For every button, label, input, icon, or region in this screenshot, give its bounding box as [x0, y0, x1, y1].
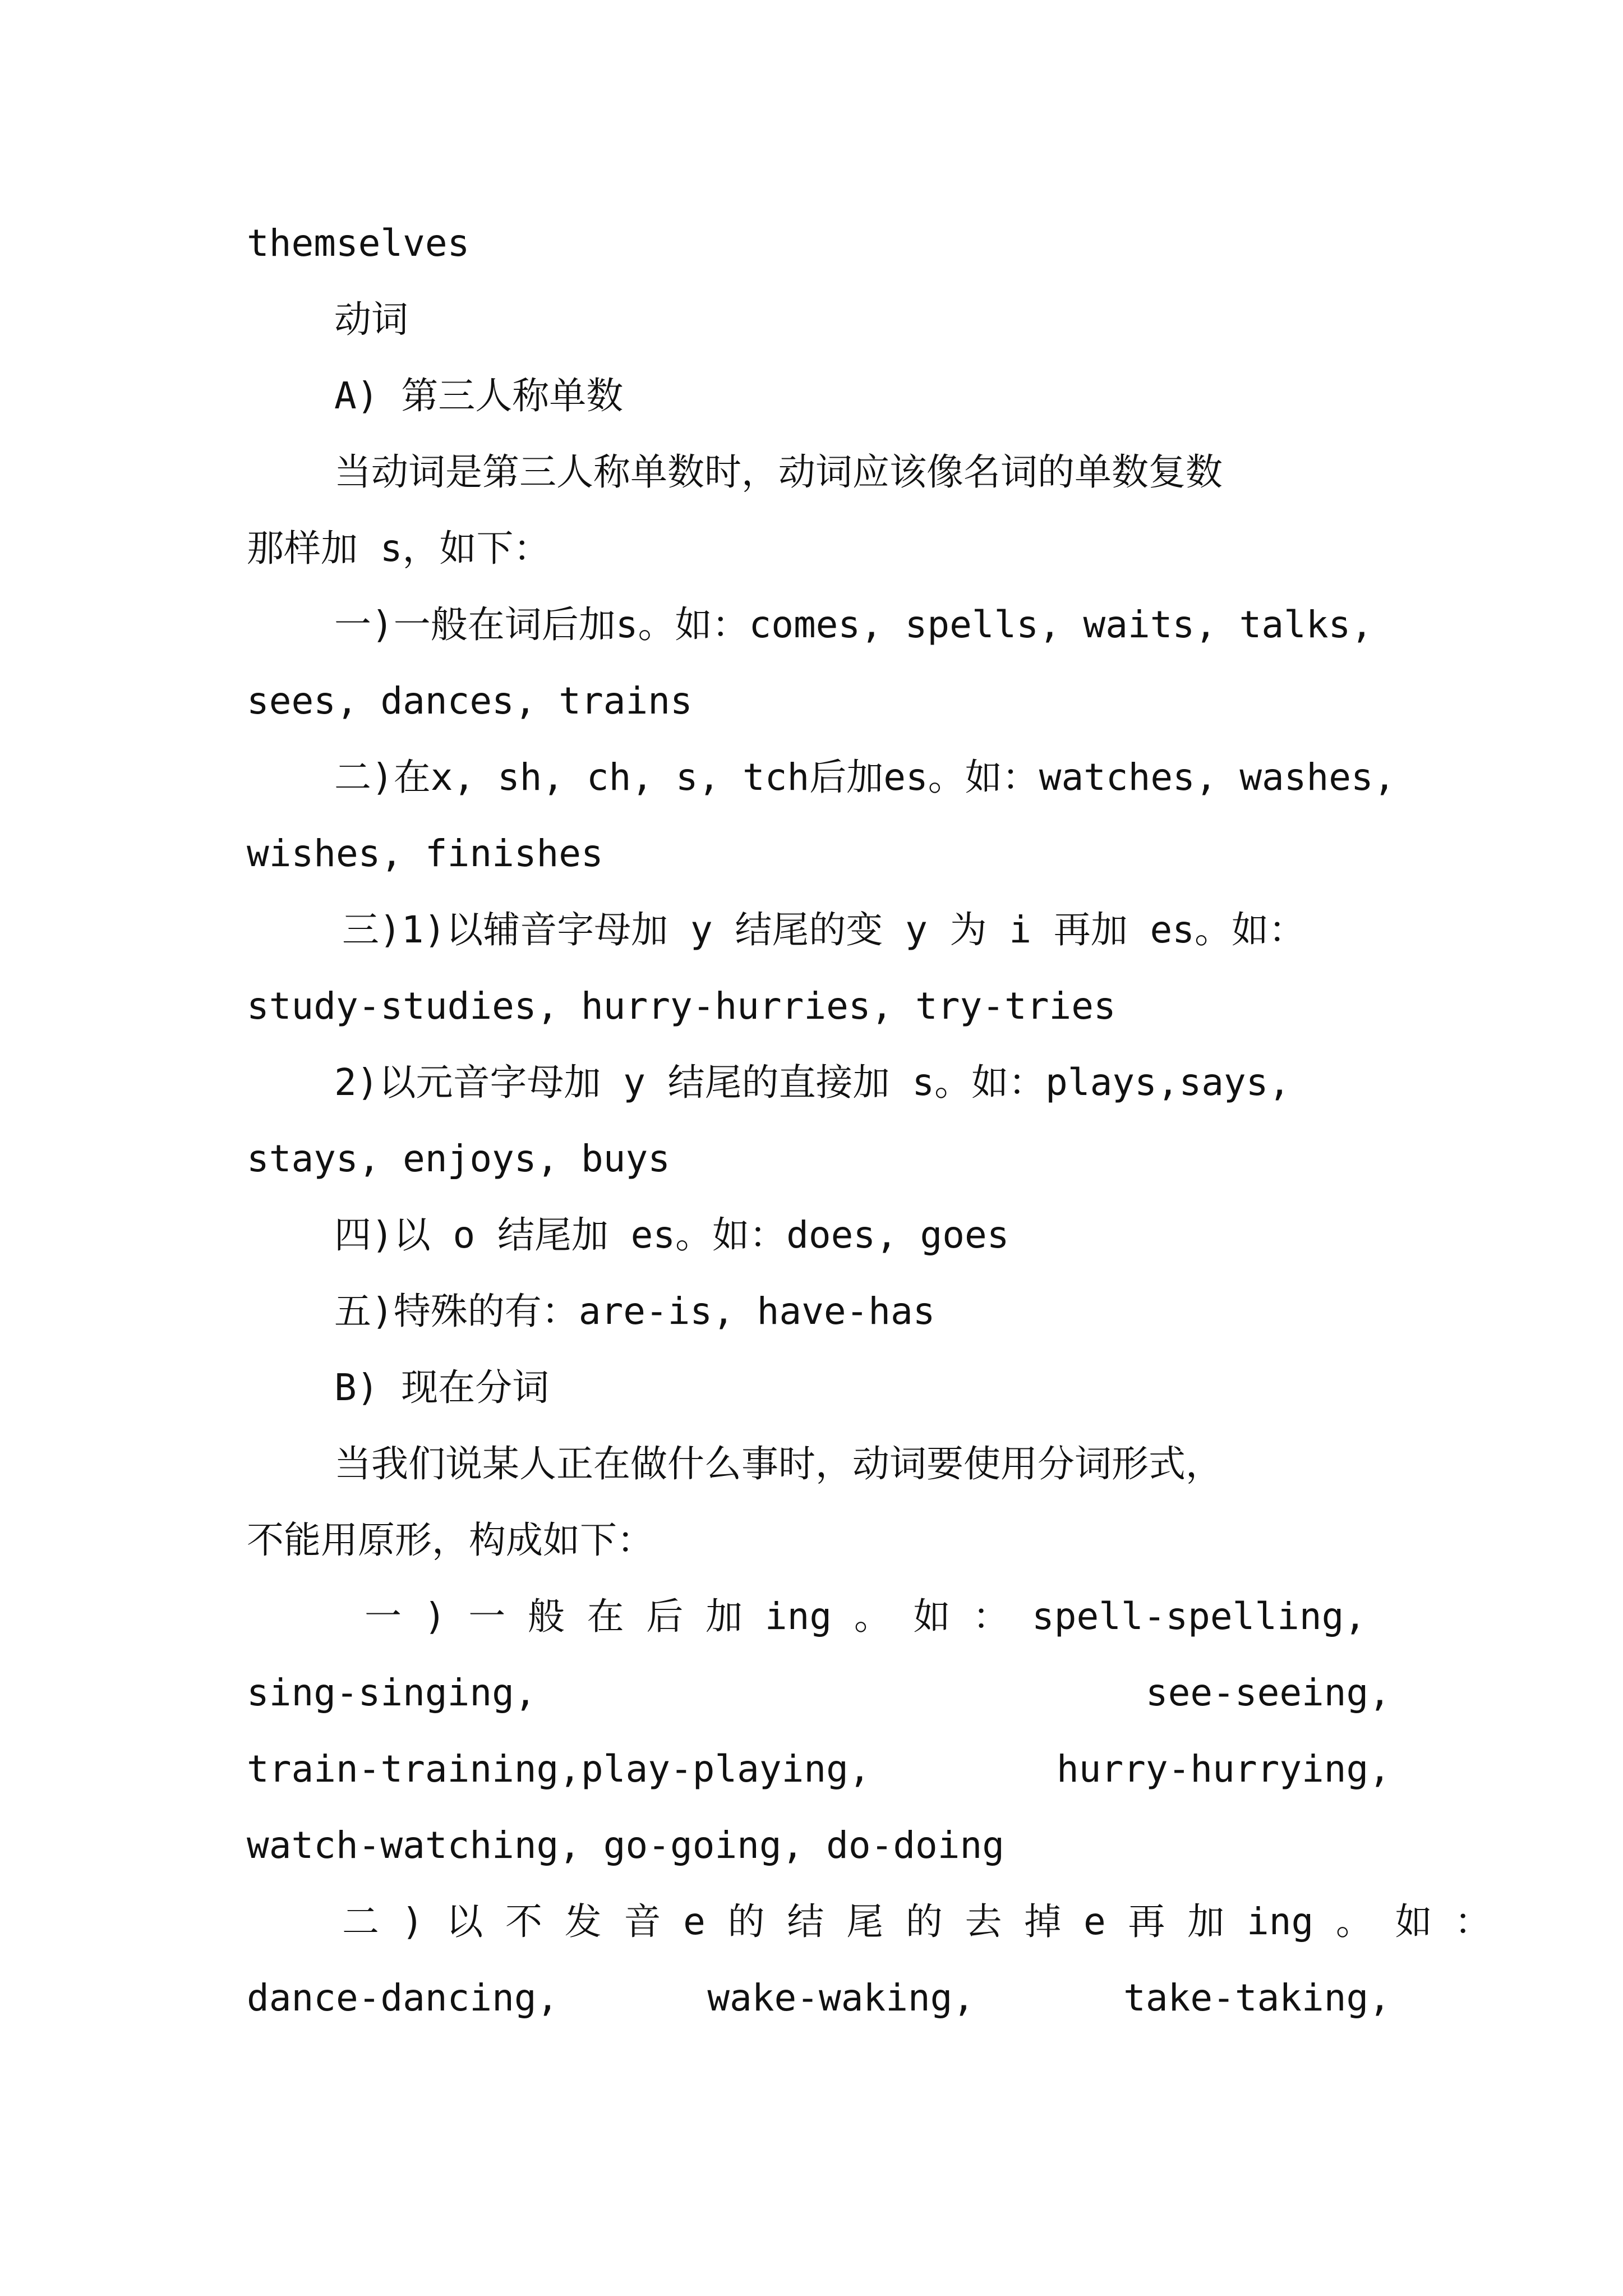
example-line	[247, 1666, 1391, 1720]
example-line: stays, enjoys, buys	[247, 1137, 670, 1180]
rule-line: 五)特殊的有：are-is, have-has	[334, 1290, 935, 1333]
rule-line: 四)以 o 结尾加 es。如：does, goes	[334, 1213, 1009, 1257]
example-line: watch-watching, go-going, do-doing	[247, 1824, 1005, 1867]
paragraph-line: 当动词是第三人称单数时，动词应该像名词的单数复数	[334, 450, 1223, 494]
example-line	[247, 1971, 1391, 2025]
rule-line: 2)以元音字母加 y 结尾的直接加 s。如：plays,says,	[334, 1061, 1291, 1104]
example-word: dance-dancing,	[247, 1976, 559, 2019]
rule-line: 一)一般在词后加s。如：comes, spells, waits, talks,	[334, 603, 1373, 646]
rule-line: 二)在x, sh, ch, s, tch后加es。如：watches, washes,	[334, 756, 1396, 799]
paragraph-line: 不能用原形，构成如下：	[247, 1519, 654, 1562]
example-word: sing-singing,	[247, 1671, 537, 1714]
subsection-heading: A) 第三人称单数	[334, 374, 624, 417]
subsection-heading: B) 现在分词	[334, 1366, 550, 1409]
example-line: sees, dances, trains	[247, 679, 693, 723]
section-heading: 动词	[334, 298, 408, 341]
paragraph-line: 那样加 s，如下：	[247, 527, 551, 570]
example-word: wake-waking,	[707, 1976, 975, 2019]
example-line: study-studies, hurry-hurries, try-tries	[247, 984, 1116, 1028]
rule-line: 一 ) 一 般 在 后 加 ing 。 如 ： spell-spelling,	[365, 1595, 1367, 1638]
rule-line: 三)1)以辅音字母加 y 结尾的变 y 为 i 再加 es。如：	[342, 908, 1306, 951]
text-line: themselves	[247, 222, 470, 265]
example-line	[247, 1742, 1391, 1796]
example-word: hurry-hurrying,	[1056, 1747, 1391, 1791]
example-word: take-taking,	[1123, 1976, 1391, 2019]
example-word: train-training,play-playing,	[247, 1747, 871, 1791]
example-line: wishes, finishes	[247, 832, 603, 875]
paragraph-line: 当我们说某人正在做什么事时，动词要使用分词形式，	[334, 1442, 1223, 1485]
rule-line: 二 ) 以 不 发 音 e 的 结 尾 的 去 掉 e 再 加 ing 。 如 ：	[342, 1900, 1492, 1943]
example-word: see-seeing,	[1145, 1671, 1391, 1714]
